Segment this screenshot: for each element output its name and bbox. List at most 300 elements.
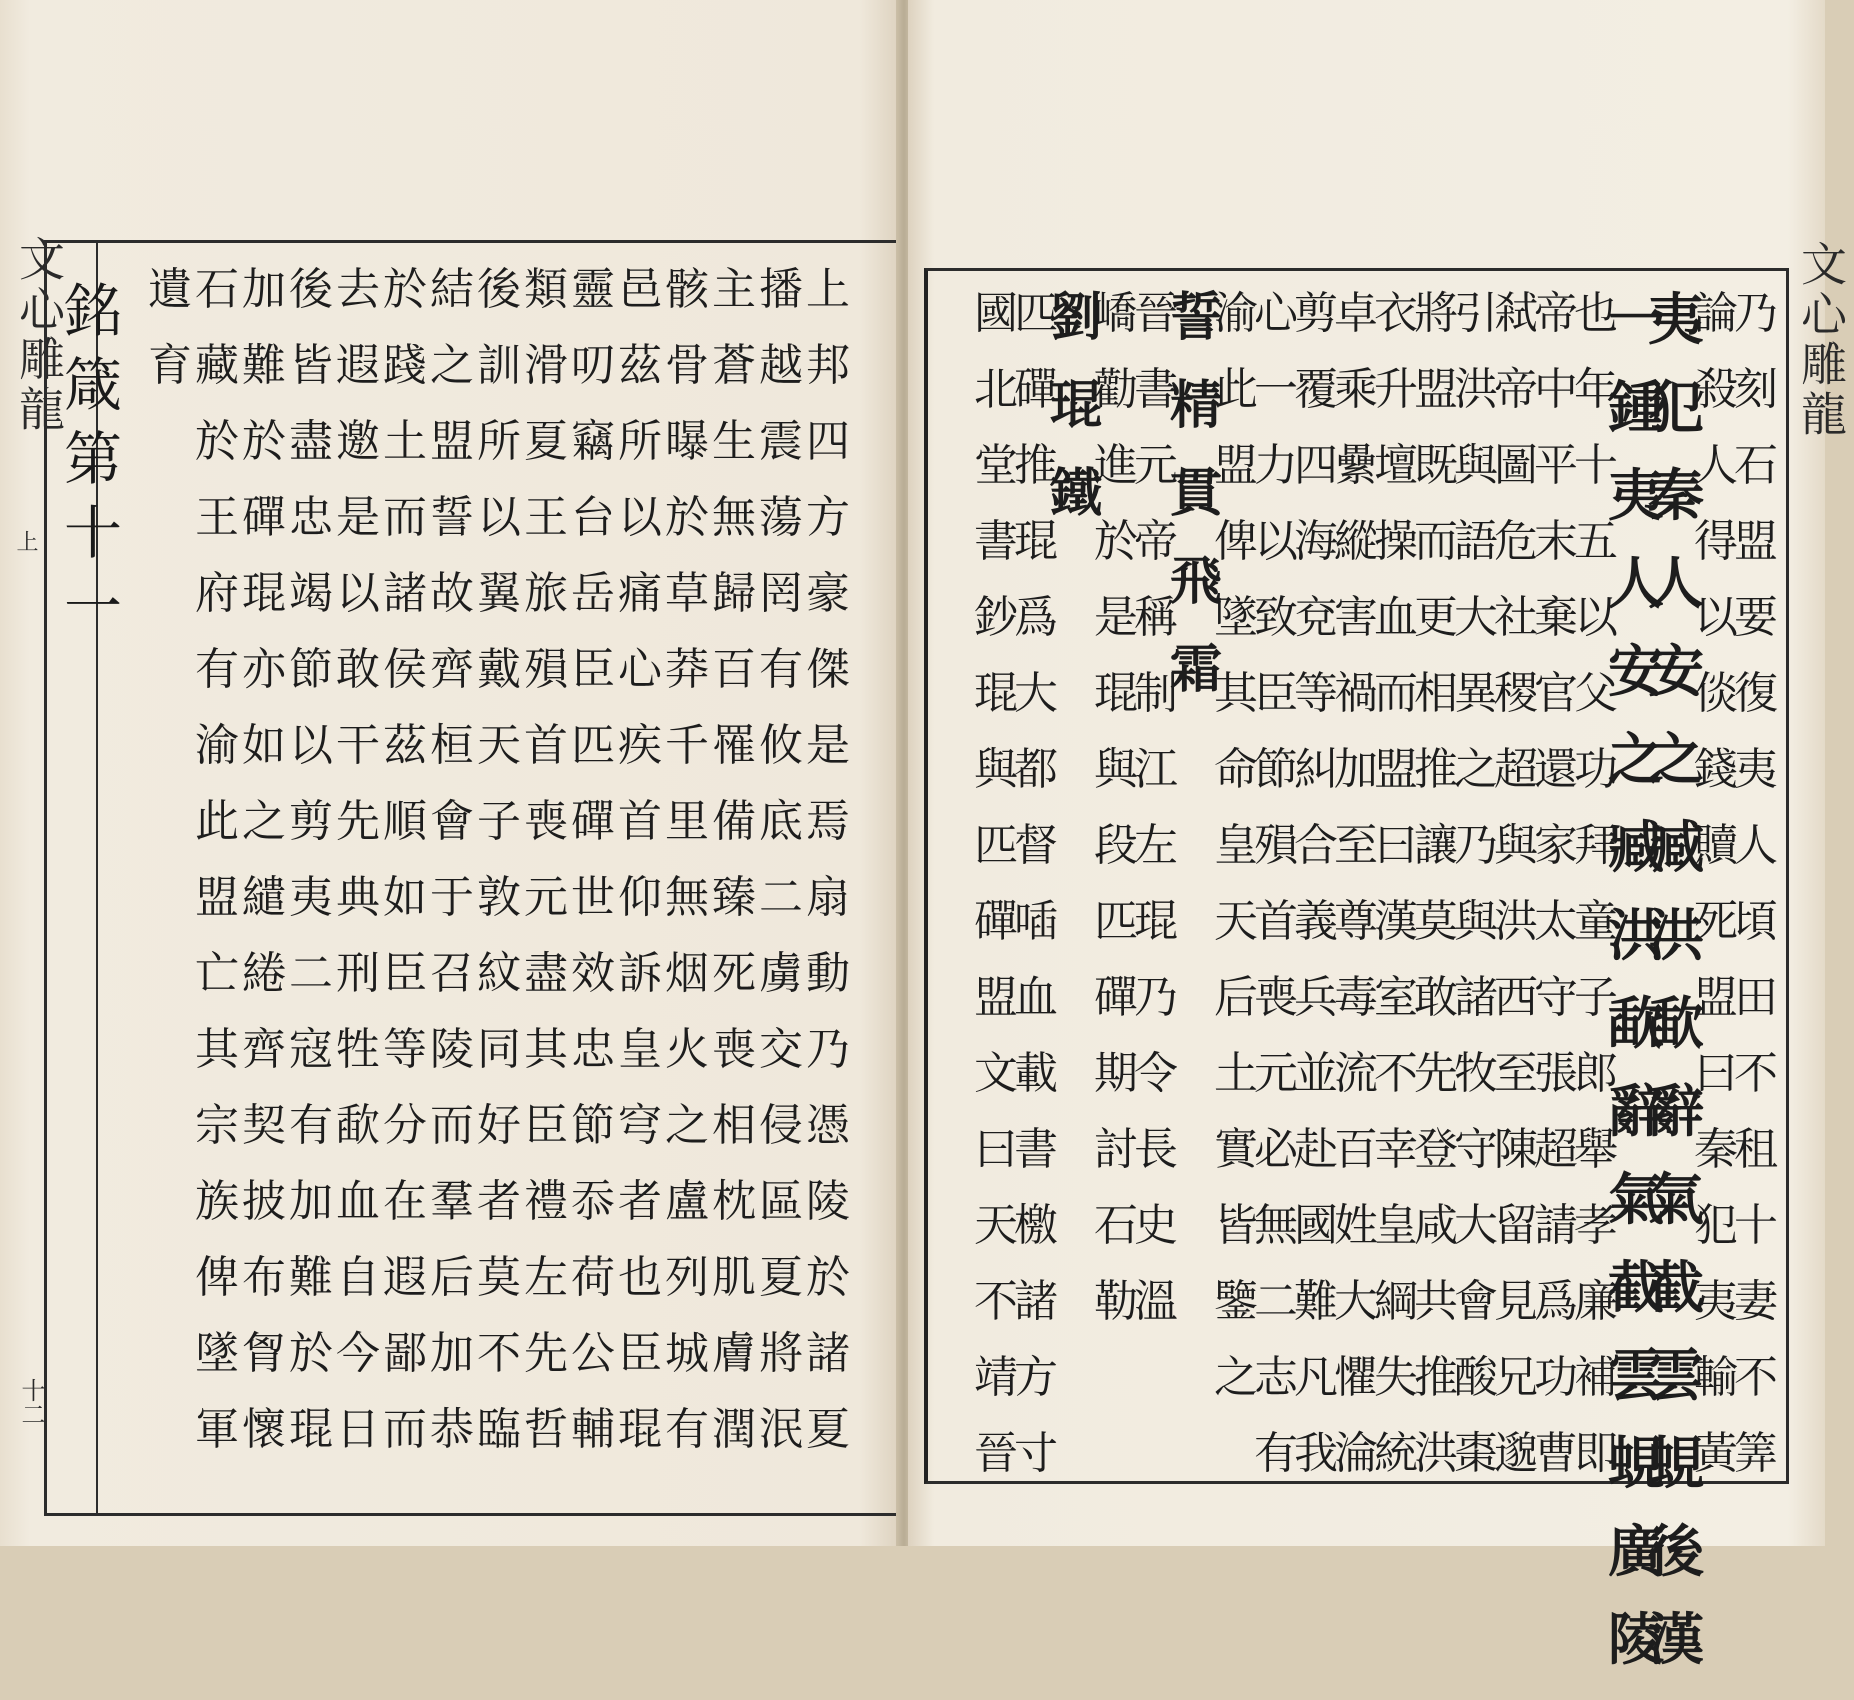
- glyph: 播: [759, 264, 803, 315]
- glyph: 海: [1294, 516, 1338, 567]
- glyph: 血: [1374, 592, 1418, 643]
- glyph: 忠: [289, 492, 333, 543]
- glyph: 竊: [571, 416, 615, 467]
- glyph: 訴: [618, 948, 662, 999]
- glyph: 方: [806, 492, 850, 543]
- glyph: 類: [524, 264, 568, 315]
- glyph: 震: [759, 416, 803, 467]
- glyph: 難: [242, 340, 286, 391]
- glyph: 盟: [1374, 744, 1418, 795]
- glyph: 補: [1574, 1352, 1618, 1403]
- glyph: 十: [1734, 1200, 1778, 1251]
- glyph: 與: [1094, 744, 1138, 795]
- glyph: 乃: [1454, 820, 1498, 871]
- glyph: 其: [524, 1024, 568, 1075]
- glyph: 而: [1374, 668, 1418, 719]
- glyph: 琨: [1094, 668, 1138, 719]
- glyph: 于: [430, 872, 474, 923]
- glyph: 曰: [974, 1124, 1018, 1175]
- glyph: 霜: [1169, 639, 1222, 700]
- glyph: 首: [1254, 896, 1298, 947]
- glyph: 臧: [1648, 815, 1704, 881]
- glyph: 蕩: [759, 492, 803, 543]
- glyph: 將: [759, 1328, 803, 1379]
- glyph: 而: [383, 1404, 427, 1455]
- glyph: 田: [1734, 972, 1778, 1023]
- glyph: 加: [1334, 744, 1378, 795]
- glyph: 守: [1534, 972, 1578, 1023]
- glyph: 列: [665, 1252, 709, 1303]
- glyph: 臣: [571, 644, 615, 695]
- glyph: 遐: [383, 1252, 427, 1303]
- glyph: 無: [712, 492, 756, 543]
- glyph: 乃: [1134, 972, 1178, 1023]
- glyph: 太: [1534, 896, 1578, 947]
- glyph: 超: [1534, 1124, 1578, 1175]
- glyph: 段: [1094, 820, 1138, 871]
- glyph: 都: [1014, 744, 1058, 795]
- glyph: 是: [1094, 592, 1138, 643]
- glyph: 紋: [477, 948, 521, 999]
- glyph: 我: [1294, 1428, 1338, 1479]
- glyph: 效: [571, 948, 615, 999]
- glyph: 二: [289, 948, 333, 999]
- glyph: 期: [1094, 1048, 1138, 1099]
- glyph: 天: [1214, 896, 1258, 947]
- glyph: 操: [1374, 516, 1418, 567]
- glyph: 動: [806, 948, 850, 999]
- glyph: 磾: [974, 896, 1018, 947]
- glyph: 懼: [1334, 1352, 1378, 1403]
- glyph: 父: [1574, 668, 1618, 719]
- glyph: 相: [1414, 668, 1458, 719]
- glyph: 藏: [195, 340, 239, 391]
- glyph: 於: [195, 416, 239, 467]
- glyph: 皇: [618, 1024, 662, 1075]
- glyph: 磾: [242, 492, 286, 543]
- glyph: 秦: [1648, 463, 1704, 529]
- glyph: 蜆: [1608, 1431, 1664, 1497]
- glyph: 陵: [430, 1024, 474, 1075]
- glyph: 磾: [1014, 364, 1058, 415]
- glyph: 失: [1374, 1352, 1418, 1403]
- glyph: 有: [665, 1404, 709, 1455]
- glyph: 石: [195, 264, 239, 315]
- glyph: 末: [1534, 516, 1578, 567]
- glyph: 臣: [524, 1100, 568, 1151]
- glyph: 皇: [1214, 820, 1258, 871]
- glyph: 諸: [1014, 1276, 1058, 1327]
- glyph: 曰: [1374, 820, 1418, 871]
- glyph: 夷: [1648, 287, 1704, 353]
- glyph: 不: [974, 1276, 1018, 1327]
- glyph: 血: [336, 1176, 380, 1227]
- glyph: 備: [712, 796, 756, 847]
- glyph: 長: [1134, 1124, 1178, 1175]
- glyph: 里: [665, 796, 709, 847]
- glyph: 戴: [477, 644, 521, 695]
- glyph: 懷: [242, 1404, 286, 1455]
- glyph: 秦: [1694, 1124, 1738, 1175]
- glyph: 禍: [1334, 668, 1378, 719]
- glyph: 氣: [1608, 1167, 1664, 1233]
- glyph: 殞: [524, 644, 568, 695]
- glyph: 於: [806, 1252, 850, 1303]
- glyph: 而: [383, 492, 427, 543]
- glyph: 岳: [571, 568, 615, 619]
- glyph: 刻: [1734, 364, 1778, 415]
- glyph: 滑: [524, 340, 568, 391]
- glyph: 是: [806, 720, 850, 771]
- glyph: 精: [1169, 375, 1222, 436]
- glyph: 遐: [336, 340, 380, 391]
- glyph: 國: [1294, 1200, 1338, 1251]
- glyph: 等: [1294, 668, 1338, 719]
- glyph: 必: [1254, 1124, 1298, 1175]
- glyph: 臻: [712, 872, 756, 923]
- glyph: 盟: [1734, 516, 1778, 567]
- glyph: 盡: [524, 948, 568, 999]
- glyph: 攸: [759, 720, 803, 771]
- glyph: 實: [1214, 1124, 1258, 1175]
- glyph: 自: [336, 1252, 380, 1303]
- glyph: 與: [1494, 820, 1538, 871]
- glyph: 蜆: [1648, 1431, 1704, 1497]
- glyph: 上: [806, 264, 850, 315]
- glyph: 大: [1454, 592, 1498, 643]
- glyph: 於: [289, 1328, 333, 1379]
- glyph: 牲: [336, 1024, 380, 1075]
- glyph: 泯: [759, 1404, 803, 1455]
- glyph: 洪: [1414, 1428, 1458, 1479]
- glyph: 披: [242, 1176, 286, 1227]
- glyph: 郎: [1574, 1048, 1618, 1099]
- glyph: 墜: [1214, 592, 1258, 643]
- glyph: 至: [1494, 1048, 1538, 1099]
- glyph: 典: [336, 872, 380, 923]
- glyph: 盡: [289, 416, 333, 467]
- glyph: 臣: [1254, 668, 1298, 719]
- glyph: 於: [665, 492, 709, 543]
- glyph: 截: [1648, 1255, 1704, 1321]
- glyph: 兄: [1494, 1352, 1538, 1403]
- glyph: 語: [1454, 516, 1498, 567]
- glyph: 城: [665, 1328, 709, 1379]
- glyph: 合: [1294, 820, 1338, 871]
- glyph: 官: [1534, 668, 1578, 719]
- glyph: 元: [1254, 1048, 1298, 1099]
- glyph: 鄙: [383, 1328, 427, 1379]
- left-page: [0, 0, 900, 1546]
- glyph: 還: [1534, 744, 1578, 795]
- glyph: 敢: [1414, 972, 1458, 1023]
- glyph: 後: [477, 264, 521, 315]
- glyph: 乃: [806, 1024, 850, 1075]
- glyph: 節: [289, 644, 333, 695]
- glyph: 琨: [242, 568, 286, 619]
- glyph: 以: [618, 492, 662, 543]
- glyph: 皆: [1214, 1200, 1258, 1251]
- glyph: 推: [1014, 440, 1058, 491]
- glyph: 張: [1534, 1048, 1578, 1099]
- glyph: 今: [336, 1328, 380, 1379]
- glyph: 夏: [524, 416, 568, 467]
- glyph: 倓: [1694, 668, 1738, 719]
- glyph: 夏: [806, 1404, 850, 1455]
- glyph: 諸: [1454, 972, 1498, 1023]
- glyph: 無: [1254, 1200, 1298, 1251]
- glyph: 乘: [1334, 364, 1378, 415]
- glyph: 也: [618, 1252, 662, 1303]
- glyph: 國: [974, 288, 1018, 339]
- glyph: 其: [195, 1024, 239, 1075]
- glyph: 童: [1574, 896, 1618, 947]
- glyph: 者: [477, 1176, 521, 1227]
- glyph: 不: [1374, 1048, 1418, 1099]
- glyph: 臨: [477, 1404, 521, 1455]
- glyph: 乃: [1734, 288, 1778, 339]
- glyph: 在: [383, 1176, 427, 1227]
- glyph: 后: [430, 1252, 474, 1303]
- glyph: 平: [1534, 440, 1578, 491]
- glyph: 功: [1534, 1352, 1578, 1403]
- glyph: 焉: [806, 796, 850, 847]
- glyph: 傑: [806, 644, 850, 695]
- glyph: 會: [430, 796, 474, 847]
- glyph: 邀: [336, 416, 380, 467]
- glyph: 曰: [1694, 1048, 1738, 1099]
- glyph: 加: [242, 264, 286, 315]
- glyph: 布: [242, 1252, 286, 1303]
- glyph: 引: [1454, 288, 1498, 339]
- glyph: 茲: [383, 720, 427, 771]
- glyph: 桓: [430, 720, 474, 771]
- glyph: 左: [1134, 820, 1178, 871]
- glyph: 百: [712, 644, 756, 695]
- glyph: 氣: [1648, 1167, 1704, 1233]
- glyph: 曹: [1534, 1428, 1578, 1479]
- glyph: 無: [665, 872, 709, 923]
- glyph: 功: [1574, 744, 1618, 795]
- glyph: 宗: [195, 1100, 239, 1151]
- glyph: 與: [1454, 440, 1498, 491]
- glyph: 刑: [336, 948, 380, 999]
- glyph: 日: [336, 1404, 380, 1455]
- glyph: 公: [571, 1328, 615, 1379]
- glyph: 書: [1014, 1124, 1058, 1175]
- glyph: 左: [524, 1252, 568, 1303]
- glyph: 豪: [806, 568, 850, 619]
- glyph: 妻: [1734, 1276, 1778, 1327]
- glyph: 志: [1254, 1352, 1298, 1403]
- glyph: 死: [712, 948, 756, 999]
- left-column-15: [142, 264, 198, 420]
- glyph: 邦: [806, 340, 850, 391]
- glyph: 主: [712, 264, 756, 315]
- glyph: 以: [289, 720, 333, 771]
- glyph: 推: [1414, 744, 1458, 795]
- glyph: 害: [1334, 592, 1378, 643]
- glyph: 盟: [1414, 364, 1458, 415]
- glyph: 盟: [195, 872, 239, 923]
- glyph: 交: [759, 1024, 803, 1075]
- glyph: 家: [1534, 820, 1578, 871]
- glyph: 莫: [477, 1252, 521, 1303]
- glyph: 喢: [1014, 896, 1058, 947]
- glyph: 如: [383, 872, 427, 923]
- glyph: 鑒: [1214, 1276, 1258, 1327]
- glyph: 兗: [1294, 592, 1338, 643]
- glyph: 洪: [1608, 903, 1664, 969]
- glyph: 人: [1734, 820, 1778, 871]
- book-title-spine-left: 文心雕龍: [12, 235, 66, 435]
- glyph: 不: [1734, 1352, 1778, 1403]
- glyph: 圖: [1494, 440, 1538, 491]
- glyph: 天: [974, 1200, 1018, 1251]
- glyph: 幸: [1374, 1124, 1418, 1175]
- glyph: 仰: [618, 872, 662, 923]
- glyph: 頃: [1734, 896, 1778, 947]
- glyph: 旅: [524, 568, 568, 619]
- glyph: 有: [759, 644, 803, 695]
- glyph: 敢: [336, 644, 380, 695]
- glyph: 膚: [712, 1328, 756, 1379]
- glyph: 歃: [1648, 991, 1704, 1057]
- glyph: 十: [1574, 440, 1618, 491]
- glyph: 之: [1608, 727, 1664, 793]
- glyph: 穹: [618, 1100, 662, 1151]
- glyph: 壇: [1374, 440, 1418, 491]
- glyph: 嶠: [1094, 288, 1138, 339]
- glyph: 齊: [242, 1024, 286, 1075]
- glyph: 邈: [1494, 1428, 1538, 1479]
- glyph: 叨: [571, 340, 615, 391]
- glyph: 黃: [1694, 1428, 1738, 1479]
- glyph: 更: [1414, 592, 1458, 643]
- glyph: 至: [1334, 820, 1378, 871]
- glyph: 加: [430, 1328, 474, 1379]
- glyph: 磾: [571, 796, 615, 847]
- glyph: 會: [1454, 1276, 1498, 1327]
- glyph: 貫: [1169, 463, 1222, 524]
- glyph: 亡: [195, 948, 239, 999]
- glyph: 誓: [430, 492, 474, 543]
- glyph: 難: [1294, 1276, 1338, 1327]
- glyph: 結: [430, 264, 474, 315]
- glyph: 夷: [289, 872, 333, 923]
- glyph: 之: [1214, 1352, 1258, 1403]
- glyph: 兵: [1294, 972, 1338, 1023]
- glyph: 扇: [806, 872, 850, 923]
- glyph: 歸: [712, 568, 756, 619]
- glyph: 於: [242, 416, 286, 467]
- glyph: 皆: [289, 340, 333, 391]
- glyph: 歃: [1608, 991, 1664, 1057]
- glyph: 筭: [1734, 1428, 1778, 1479]
- glyph: 盟: [974, 972, 1018, 1023]
- glyph: 區: [759, 1176, 803, 1227]
- glyph: 弒: [1494, 288, 1538, 339]
- glyph: 越: [759, 340, 803, 391]
- glyph: 喪: [524, 796, 568, 847]
- glyph: 等: [383, 1024, 427, 1075]
- glyph: 西: [1494, 972, 1538, 1023]
- glyph: 匹: [1094, 896, 1138, 947]
- glyph: 訓: [477, 340, 521, 391]
- glyph: 綱: [1374, 1276, 1418, 1327]
- glyph: 洪: [1648, 903, 1704, 969]
- glyph: 綣: [242, 948, 286, 999]
- glyph: 胷: [242, 1328, 286, 1379]
- glyph: 痛: [618, 568, 662, 619]
- glyph: 堂: [974, 440, 1018, 491]
- glyph: 縱: [1334, 516, 1378, 567]
- glyph: 族: [195, 1176, 239, 1227]
- glyph: 節: [571, 1100, 615, 1151]
- glyph: 陵: [1608, 1607, 1664, 1673]
- glyph: 書: [1134, 364, 1178, 415]
- glyph: 帝: [1134, 516, 1178, 567]
- glyph: 皇: [1374, 1200, 1418, 1251]
- glyph: 令: [1134, 1048, 1178, 1099]
- glyph: 盟: [1694, 972, 1738, 1023]
- glyph: 請: [1534, 1200, 1578, 1251]
- glyph: 後: [1648, 1519, 1704, 1585]
- glyph: 順: [383, 796, 427, 847]
- glyph: 其: [1214, 668, 1258, 719]
- glyph: 飛: [1169, 551, 1222, 612]
- glyph: 雲: [1608, 1343, 1664, 1409]
- glyph: 帝: [1534, 288, 1578, 339]
- glyph: 侯: [383, 644, 427, 695]
- glyph: 靈: [571, 264, 615, 315]
- glyph: 土: [1214, 1048, 1258, 1099]
- glyph: 勒: [1094, 1276, 1138, 1327]
- glyph: 王: [195, 492, 239, 543]
- glyph: 難: [289, 1252, 333, 1303]
- glyph: 大: [1014, 668, 1058, 719]
- glyph: 底: [759, 796, 803, 847]
- glyph: 石: [1734, 440, 1778, 491]
- glyph: 邑: [618, 264, 662, 315]
- glyph: 於: [1094, 516, 1138, 567]
- glyph: 得: [1694, 516, 1738, 567]
- glyph: 租: [1734, 1124, 1778, 1175]
- glyph: 江: [1134, 744, 1178, 795]
- glyph: 元: [1134, 440, 1178, 491]
- glyph: 干: [336, 720, 380, 771]
- glyph: 誓: [1169, 287, 1222, 348]
- glyph: 稷: [1494, 668, 1538, 719]
- glyph: 后: [1214, 972, 1258, 1023]
- glyph: 毒: [1334, 972, 1378, 1023]
- glyph: 爲: [1534, 1276, 1578, 1327]
- glyph: 骸: [665, 264, 709, 315]
- glyph: 琨: [974, 668, 1018, 719]
- glyph: 匹: [974, 820, 1018, 871]
- glyph: 侵: [759, 1100, 803, 1151]
- glyph: 要: [1734, 592, 1778, 643]
- glyph: 匹: [1014, 288, 1058, 339]
- glyph: 匹: [571, 720, 615, 771]
- glyph: 史: [1134, 1200, 1178, 1251]
- glyph: 好: [477, 1100, 521, 1151]
- glyph: 敦: [477, 872, 521, 923]
- glyph: 守: [1454, 1124, 1498, 1175]
- glyph: 鍾: [1608, 375, 1664, 441]
- glyph: 雲: [1648, 1343, 1704, 1409]
- glyph: 草: [665, 568, 709, 619]
